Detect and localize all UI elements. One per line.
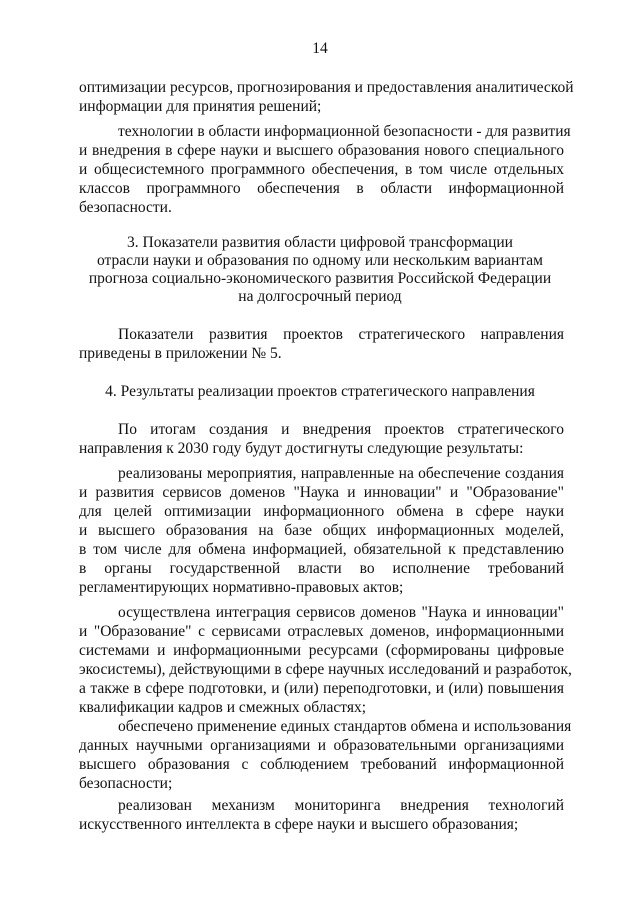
list-item-line: экосистемы), действующими в сфере научных исследований и разработок, [79,661,572,678]
section-heading: 3. Показатели развития области цифровой трансформации [127,234,513,251]
text-line: По итогам создания и внедрения проектов стратегического [118,421,564,438]
list-item-line: и высшего образования на базе общих информационных моделей, [79,522,564,539]
list-item-line: реализованы мероприятия, направленные на обеспечение создания [118,465,564,482]
list-item-line: реализован механизм мониторинга внедрения технологий [118,797,564,814]
list-item-line: в том числе для обмена информацией, обязательной к представлению [79,541,564,558]
text-line: Показатели развития проектов стратегического направления [118,326,564,343]
section-heading: отрасли науки и образования по одному или нескольким вариантам [97,252,543,269]
text-line: и общесистемного программного обеспечения, в том числе отдельных [79,161,564,178]
list-item-line: в органы государственной власти во исполнение требований [79,560,564,577]
list-item-line: безопасности; [79,775,173,792]
text-line: приведены в приложении № 5. [79,345,282,362]
list-item-line: и развития сервисов доменов "Наука и инновации" и "Образование" [79,484,564,501]
text-line: безопасности. [79,199,172,216]
list-item-line: осуществлена интеграция сервисов доменов "Наука и инновации" [118,604,564,621]
text-line: технологии в области информационной безопасности - для развития [118,123,571,140]
text-line: классов программного обеспечения в области информационной [79,180,564,197]
section-heading: прогноза социально-экономического развития Российской Федерации [88,270,552,287]
list-item-line: высшего образования с соблюдением требований информационной [79,756,564,773]
list-item-line: системами и информационными ресурсами (сформированы цифровые [79,642,564,659]
list-item-line: а также в сфере подготовки, и (или) переподготовки, и (или) повышения [79,680,564,697]
list-item-line: и "Образование" с сервисами отраслевых доменов, информационными [79,623,564,640]
list-item-line: регламентирующих нормативно-правовых актов; [79,579,404,596]
list-item-line: обеспечено применение единых стандартов обмена и использования [118,718,572,735]
page-number: 14 [312,40,328,57]
list-item-line: данных научными организациями и образовательными организациями [79,737,564,754]
list-item-line: искусственного интеллекта в сфере науки и высшего образования; [79,816,519,833]
text-line: направления к 2030 году будут достигнуты следующие результаты: [79,440,524,457]
list-item-line: для целей оптимизации информационного обмена в сфере науки [79,503,564,520]
list-item-line: квалификации кадров и смежных областях; [79,699,366,716]
text-line: оптимизации ресурсов, прогнозирования и предоставления аналитической [79,79,574,96]
text-line: и внедрения в сфере науки и высшего образования нового специального [79,142,564,159]
section-heading: 4. Результаты реализации проектов стратегического направления [105,383,535,400]
text-line: информации для принятия решений; [79,98,322,115]
section-heading: на долгосрочный период [238,288,402,305]
